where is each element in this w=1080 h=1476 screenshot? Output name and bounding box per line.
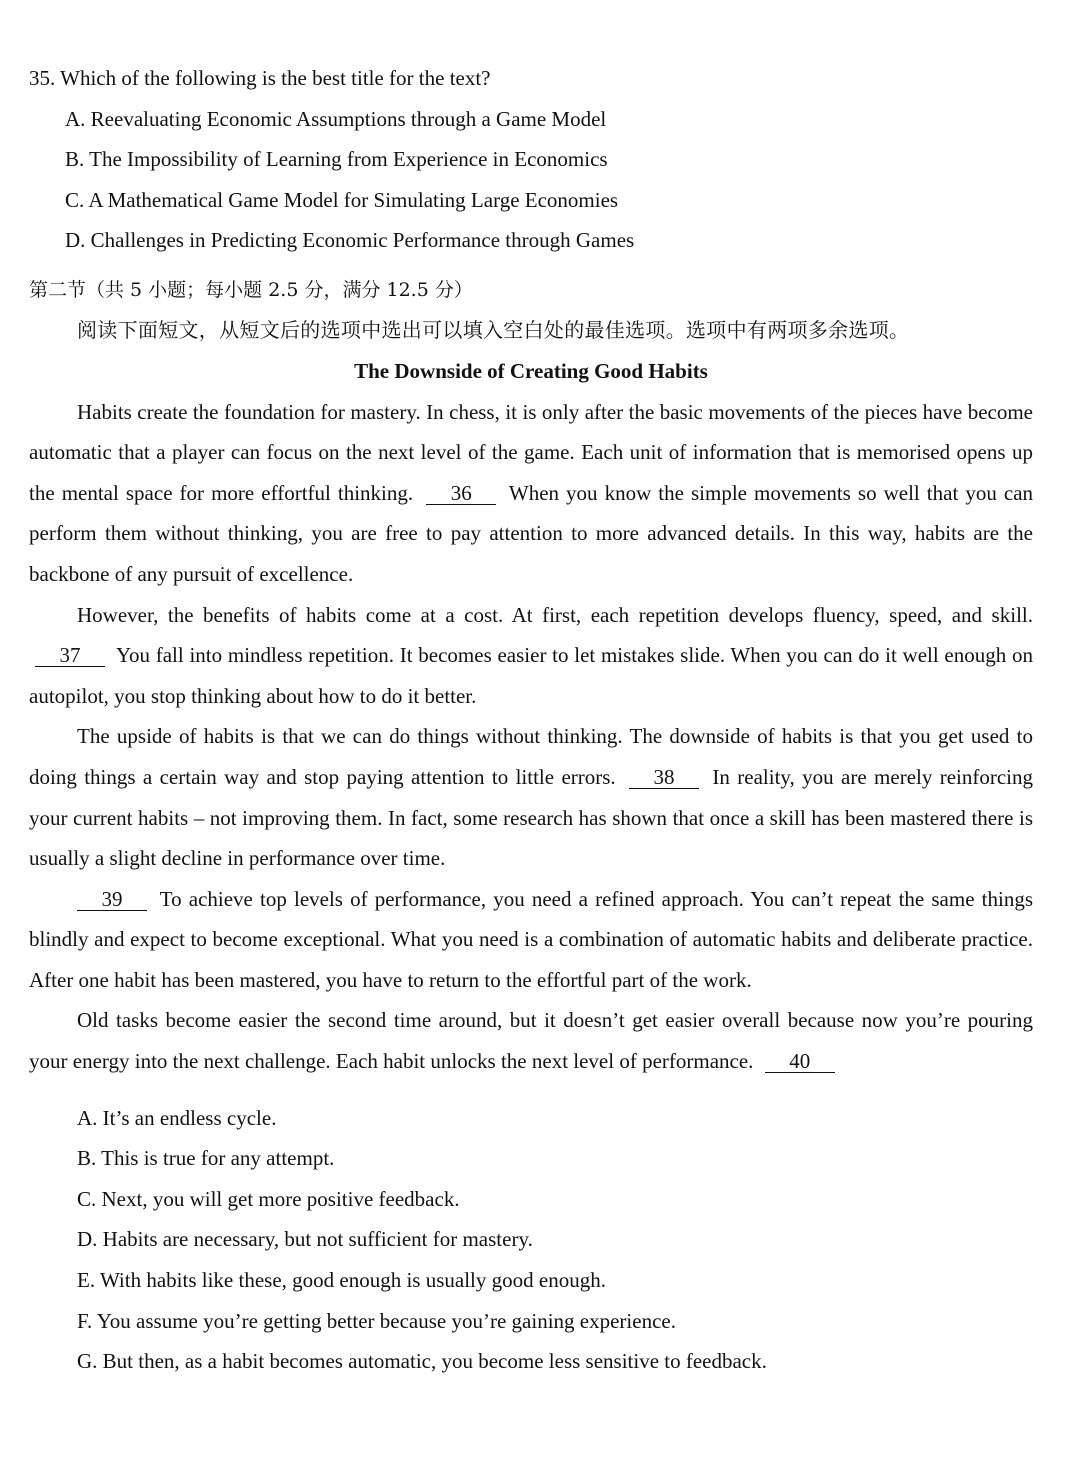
paragraph-text: Habits create the foundation for mastery. In chess, it is only after the basic movements of the pieces have become automatic that a player can focus on the next level of the game. Each unit of information that is memorised opens up the mental space for more effortful thinking.	[29, 399, 1033, 505]
paragraph-text: When you know the simple movements so well that you can perform them without thinking, you are free to pay attention to more advanced details. In this way, habits are the backbone of any pursuit of excellence.	[29, 480, 1034, 586]
blank-38: 38	[629, 766, 699, 789]
paragraph-3	[29, 716, 1033, 878]
paragraph-text: To achieve top levels of performance, you need a refined approach. You can’t repeat the same things blindly and expect to become exceptional. What you need is a combination of automatic habits and deliberate practice. After one habit has been mastered, you have to return to the effortful part of the work.	[29, 886, 1034, 992]
blank-36: 36	[426, 482, 496, 505]
blank-40: 40	[765, 1050, 835, 1073]
section-heading: 第二节（共 5 小题；每小题 2.5 分，满分 12.5 分）	[29, 278, 473, 301]
paragraph-text: However, the benefits of habits come at a cost. At first, each repetition develops fluency, speed, and skill.	[77, 602, 1033, 627]
paragraph-4	[29, 879, 1033, 1001]
choice-d: D. Habits are necessary, but not sufficient for mastery.	[77, 1227, 533, 1252]
choice-a: A. It’s an endless cycle.	[77, 1105, 277, 1130]
option-c: C. A Mathematical Game Model for Simulating Large Economies	[65, 187, 619, 212]
paragraph-text: In reality, you are merely reinforcing your current habits – not improving them. In fact, some research has shown that once a skill has been mastered there is usually a slight decline in performance over time.	[29, 764, 1034, 871]
exam-page	[29, 58, 1033, 1382]
paragraph-text: The upside of habits is that we can do things without thinking. The downside of habits is that you get used to doing things a certain way and stop paying attention to little errors.	[29, 724, 1033, 789]
paragraph-1	[29, 392, 1033, 595]
paragraph-text: Old tasks become easier the second time around, but it doesn’t get easier overall because now you’re pouring your energy into the next challenge. Each habit unlocks the next level of performance.	[29, 1008, 1033, 1074]
blank-39: 39	[77, 888, 147, 911]
choice-e: E. With habits like these, good enough is usually good enough.	[77, 1268, 606, 1293]
section-instruction: 阅读下面短文，从短文后的选项中选出可以填入空白处的最佳选项。选项中有两项多余选项。	[77, 317, 910, 342]
option-a: A. Reevaluating Economic Assumptions through a Game Model	[65, 106, 607, 131]
answer-choices	[29, 1098, 1033, 1382]
question-stem: 35. Which of the following is the best title for the text?	[29, 66, 491, 90]
option-d: D. Challenges in Predicting Economic Performance through Games	[65, 228, 635, 253]
question-35	[29, 58, 1033, 261]
choice-g: G. But then, as a habit becomes automatic, you become less sensitive to feedback.	[77, 1349, 767, 1374]
paragraph-2	[29, 595, 1033, 717]
option-b: B. The Impossibility of Learning from Experience in Economics	[65, 147, 608, 172]
blank-37: 37	[35, 644, 105, 667]
choice-c: C. Next, you will get more positive feedback.	[77, 1186, 460, 1211]
passage-title: The Downside of Creating Good Habits	[354, 358, 708, 383]
choice-b: B. This is true for any attempt.	[77, 1146, 335, 1171]
choice-f: F. You assume you’re getting better because you’re gaining experience.	[77, 1308, 676, 1333]
paragraph-5	[29, 1000, 1033, 1081]
paragraph-text: You fall into mindless repetition. It becomes easier to let mistakes slide. When you can do it well enough on autopilot, you stop thinking about how to do it better.	[29, 643, 1033, 708]
